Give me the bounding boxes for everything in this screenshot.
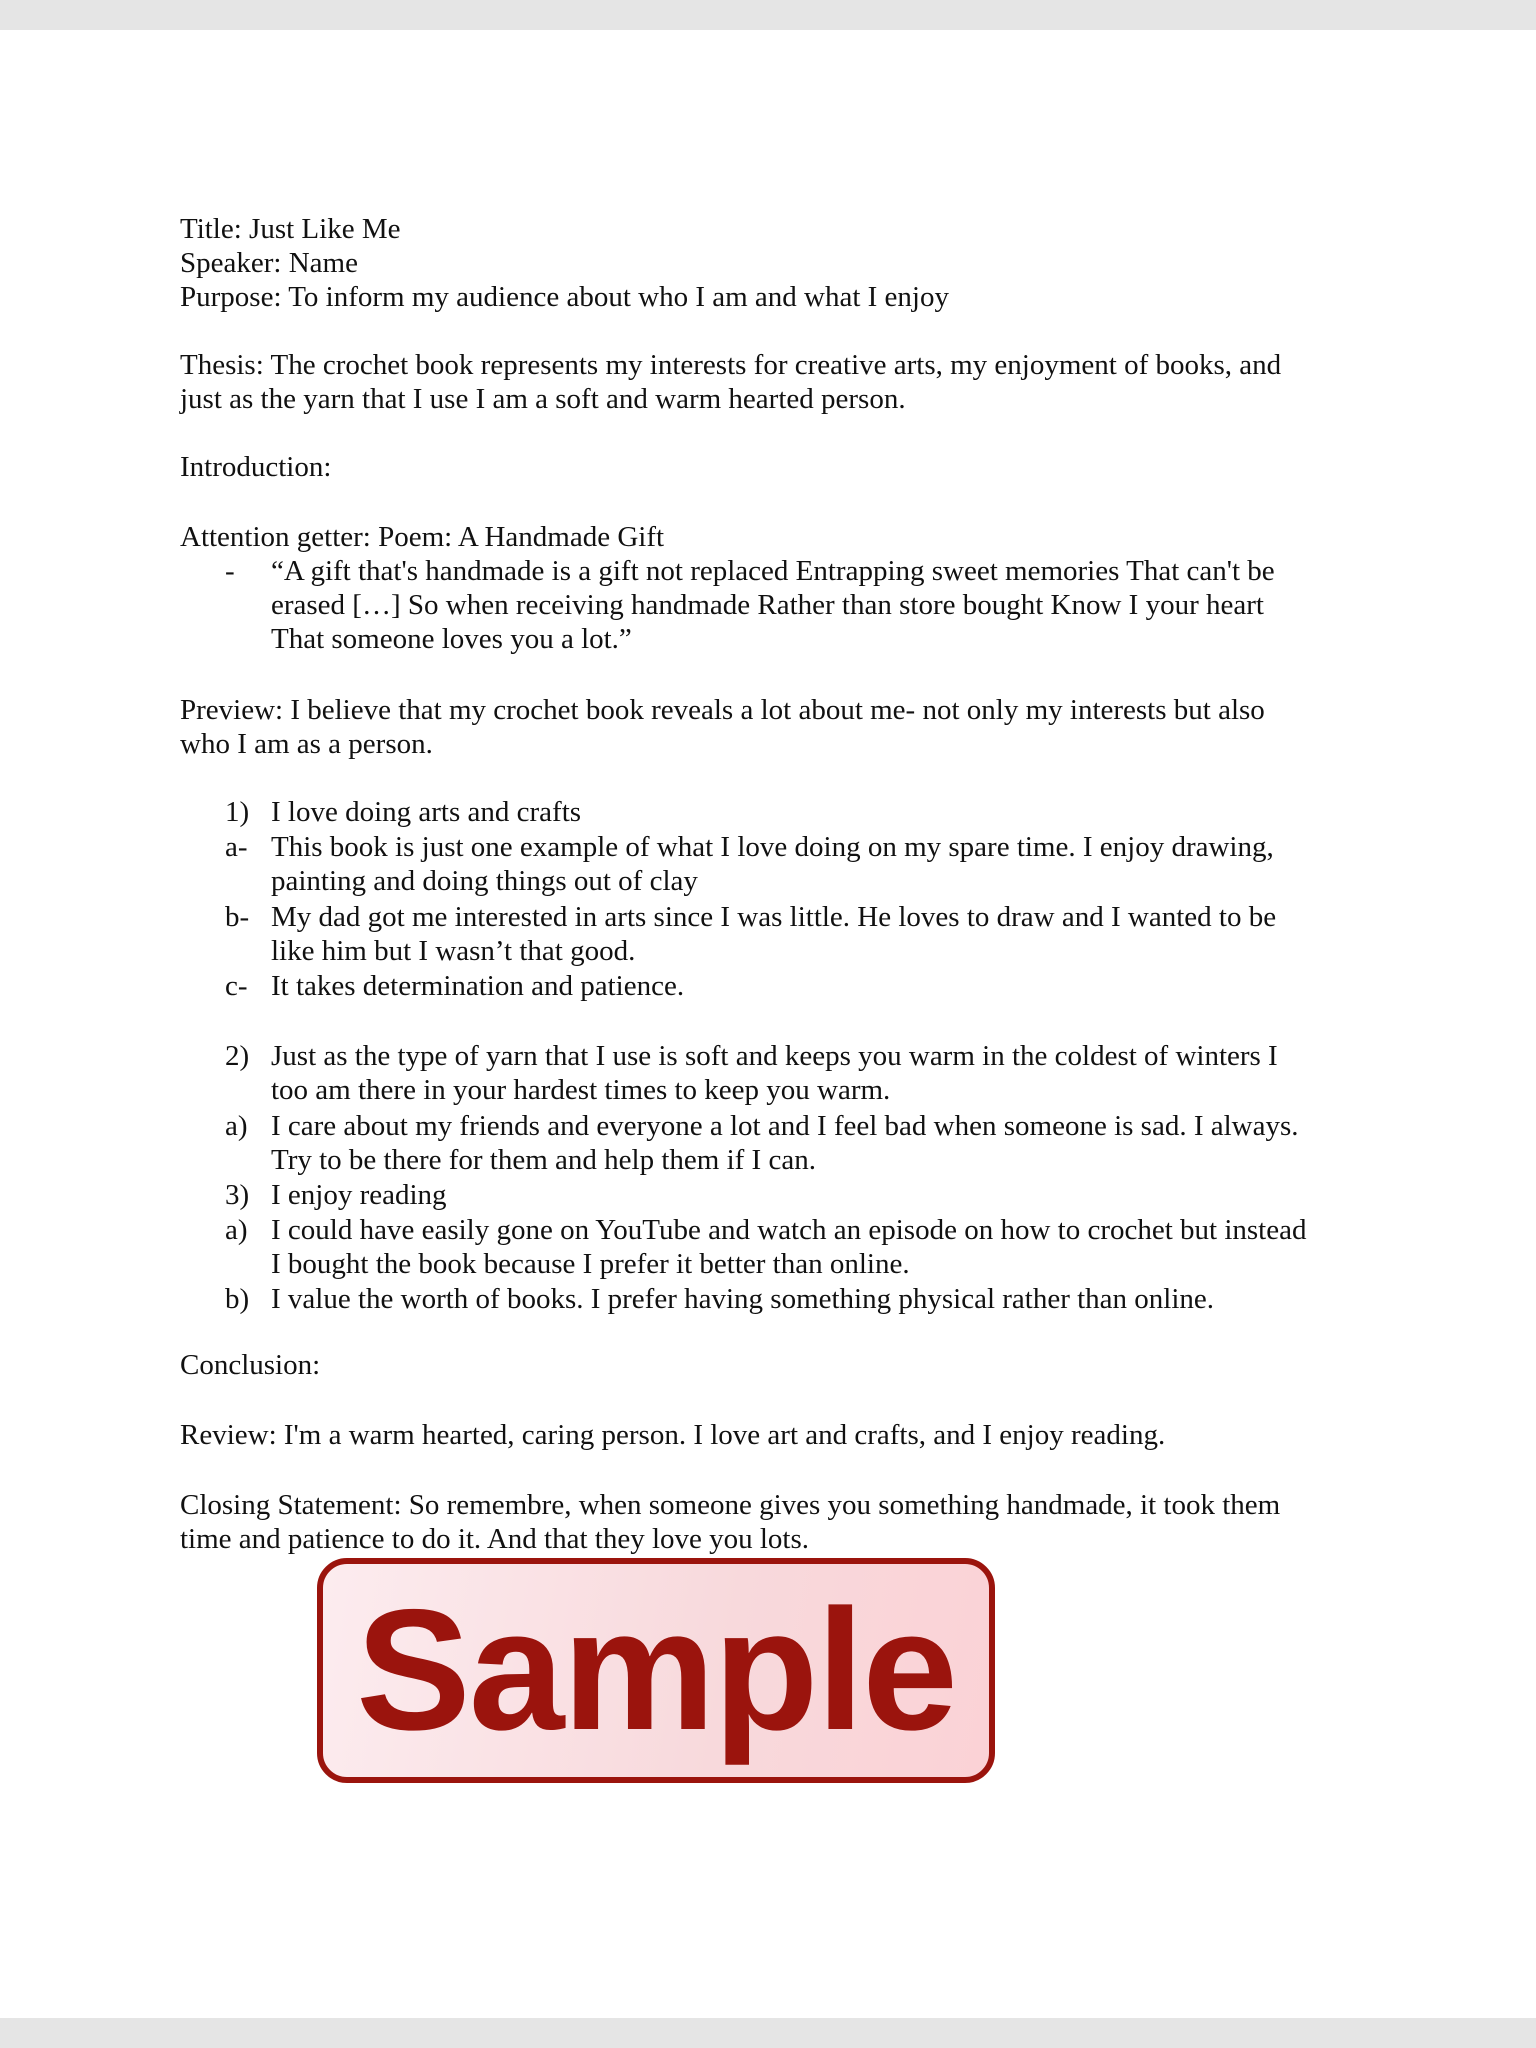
outline-marker: 1) [225,796,250,828]
sample-watermark-text: Sample [356,1574,956,1766]
outline-marker: c- [225,970,248,1002]
outline-text: painting and doing things out of clay [271,865,698,897]
closing-line: time and patience to do it. And that they love you lots. [180,1523,810,1555]
outline-marker: a) [225,1110,248,1142]
thesis-line: just as the yarn that I use I am a soft and warm hearted person. [180,383,906,415]
outline-marker: a- [225,831,248,863]
outline-text: too am there in your hardest times to keep you warm. [271,1074,891,1106]
thesis-paragraph [180,348,1380,416]
outline-text: My dad got me interested in arts since I was little. He loves to draw and I wanted to be [271,901,1277,933]
poem-quote: “A gift that's handmade is a gift not replaced Entrapping sweet memories That can't be erased […] So when receiving handmade Rather than store bought Know I your heart That someone loves you a lot.” [271,555,1275,655]
outline-text: It takes determination and patience. [271,970,685,1002]
bullet-dash: - [225,555,235,587]
outline-text: I could have easily gone on YouTube and watch an episode on how to crochet but instead [271,1214,1307,1246]
document-page [0,30,1536,2018]
outline-marker: b) [225,1283,250,1315]
purpose-line: Purpose: To inform my audience about who I am and what I enjoy [180,281,949,313]
outline-text: I love doing arts and crafts [271,796,582,828]
outline-marker: b- [225,901,250,933]
closing-statement [180,1488,1380,1556]
preview-paragraph [180,693,1380,761]
review-line: Review: I'm a warm hearted, caring person. I love art and crafts, and I enjoy reading. [180,1419,1166,1451]
sample-watermark-stamp [317,1558,995,1783]
closing-line: Closing Statement: So remembre, when someone gives you something handmade, it took them [180,1489,1281,1521]
outline-text: Try to be there for them and help them if I can. [271,1144,816,1176]
outline-marker: 2) [225,1040,250,1072]
speaker-line: Speaker: Name [180,247,358,279]
preview-line: Preview: I believe that my crochet book reveals a lot about me- not only my interests but also [180,694,1265,726]
outline-text: I care about my friends and everyone a lot and I feel bad when someone is sad. I always. [271,1110,1299,1142]
outline-text: I bought the book because I prefer it better than online. [271,1248,910,1280]
outline-text: Just as the type of yarn that I use is soft and keeps you warm in the coldest of winters I [271,1040,1278,1072]
attention-getter-label: Attention getter: Poem: A Handmade Gift [180,521,665,553]
outline-text: I value the worth of books. I prefer having something physical rather than online. [271,1283,1215,1315]
header-block [180,212,1380,314]
outline-marker: a) [225,1214,248,1246]
preview-line: who I am as a person. [180,728,433,760]
introduction-heading: Introduction: [180,451,332,483]
thesis-line: Thesis: The crochet book represents my interests for creative arts, my enjoyment of books, and [180,349,1282,381]
title-line: Title: Just Like Me [180,213,401,245]
outline-text: like him but I wasn’t that good. [271,935,636,967]
outline-text: This book is just one example of what I love doing on my spare time. I enjoy drawing, [271,831,1274,863]
outline-text: I enjoy reading [271,1179,447,1211]
outline-marker: 3) [225,1179,250,1211]
conclusion-heading: Conclusion: [180,1349,321,1381]
